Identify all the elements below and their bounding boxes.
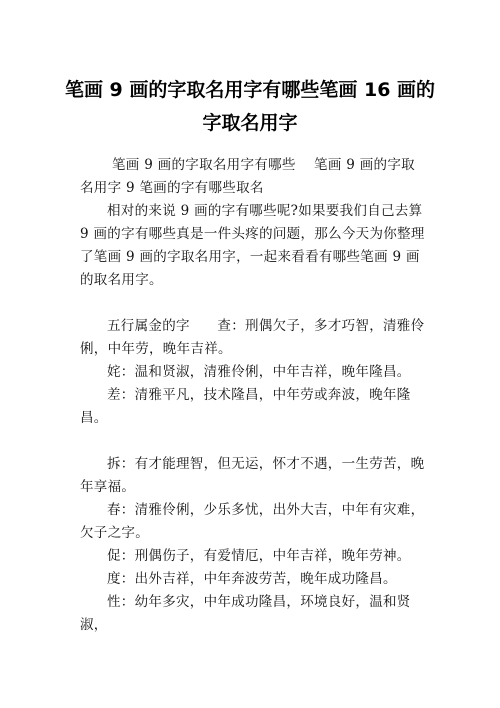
- paragraph-jin: 五行属金的字 查：刑偶欠子，多才巧智，清雅伶俐，中年劳，晚年吉祥。: [80, 318, 425, 357]
- subtitle-paragraph: 笔画 9 画的字取名用字有哪些 笔画 9 画的字取名用字 9 笔画的字有哪些取名: [80, 157, 415, 196]
- paragraph-xing: 性：幼年多灾，中年成功隆昌，环境良好，温和贤淑，: [80, 594, 411, 633]
- document-title: [40, 74, 460, 140]
- paragraph-du: 度：出外吉祥，中年奔波劳苦，晚年成功隆昌。: [107, 571, 397, 587]
- paragraph-cha-2: 差：清雅平凡，技术隆昌，中年劳或奔波，晚年隆昌。: [80, 387, 411, 426]
- paragraph-cha-1: 姹：温和贤淑，清雅伶俐，中年吉祥，晚年隆昌。: [107, 364, 411, 380]
- paragraph-chun: 春：清雅伶俐，少乐多忧，出外大吉，中年有灾难，欠子之字。: [80, 502, 425, 541]
- title-line-2: 字取名用字: [202, 112, 298, 134]
- intro-paragraph: 相对的来说 9 画的字有哪些呢?如果要我们自己去算 9 画的字有哪些真是一件头疼的问题，那么今天为你整理了笔画 9 画的字取名用字，一起来看看有哪些笔画 9 画的取名用字。: [80, 203, 425, 288]
- paragraph-chai: 拆：有才能理智，但无运，怀才不遇，一生劳苦，晚年享福。: [80, 456, 425, 495]
- paragraph-cu: 促：刑偶伤子，有爱情厄，中年吉祥，晚年劳神。: [107, 548, 411, 564]
- title-line-1: 笔画 9 画的字取名用字有哪些笔画 16 画的: [64, 79, 436, 101]
- document-body: [80, 154, 425, 637]
